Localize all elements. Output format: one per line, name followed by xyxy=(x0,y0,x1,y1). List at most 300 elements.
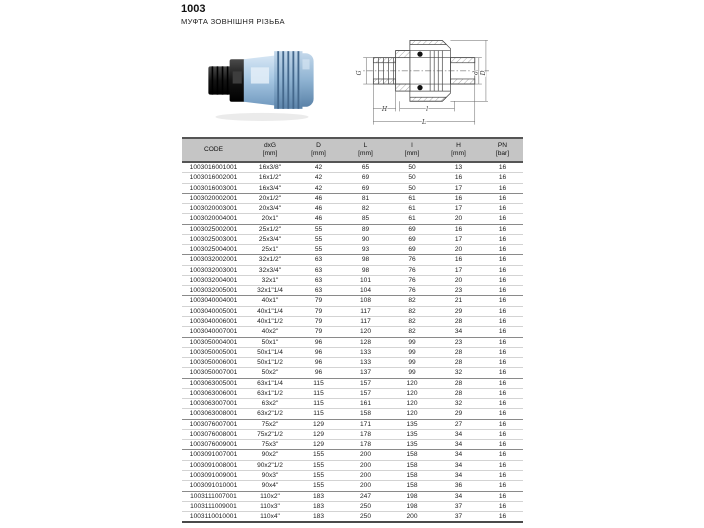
table-cell: 55 xyxy=(295,234,342,244)
table-cell: 135 xyxy=(389,440,435,450)
table-cell: 16 xyxy=(482,214,523,224)
table-cell: 69 xyxy=(342,183,389,193)
table-cell: 34 xyxy=(435,450,482,460)
table-cell: 158 xyxy=(389,450,435,460)
table-cell: 82 xyxy=(389,296,435,306)
page-title: МУФТА ЗОВНІШНЯ РІЗЬБА xyxy=(181,17,285,26)
column-header: D [mm] xyxy=(295,138,342,162)
table-cell: 32x1/2" xyxy=(245,255,295,265)
table-cell: 42 xyxy=(295,162,342,173)
table-cell: 50x1"1/2 xyxy=(245,358,295,368)
table-row xyxy=(182,460,523,470)
table-cell: 16 xyxy=(482,358,523,368)
table-cell: 76 xyxy=(389,286,435,296)
table-cell: 63x2"1/2 xyxy=(245,409,295,419)
table-cell: 16 xyxy=(482,275,523,285)
spec-table-header xyxy=(182,138,523,162)
table-cell: 1003050004001 xyxy=(182,337,245,347)
table-cell: 16 xyxy=(482,440,523,450)
table-cell: 1003063005001 xyxy=(182,378,245,388)
table-cell: 1003063007001 xyxy=(182,399,245,409)
table-row xyxy=(182,204,523,214)
table-cell: 110x2" xyxy=(245,491,295,501)
table-cell: 1003076009001 xyxy=(182,440,245,450)
table-row xyxy=(182,255,523,265)
table-row xyxy=(182,368,523,378)
table-row xyxy=(182,306,523,316)
table-cell: 108 xyxy=(342,296,389,306)
table-cell: 16 xyxy=(482,173,523,183)
table-cell: 69 xyxy=(389,224,435,234)
table-cell: 129 xyxy=(295,419,342,429)
table-cell: 115 xyxy=(295,399,342,409)
table-row xyxy=(182,245,523,255)
collar-highlight xyxy=(233,71,242,83)
table-cell: 16x1/2" xyxy=(245,173,295,183)
table-row xyxy=(182,450,523,460)
table-cell: 16 xyxy=(435,224,482,234)
oring-bottom xyxy=(417,85,422,90)
table-cell: 46 xyxy=(295,193,342,203)
table-cell: 46 xyxy=(295,204,342,214)
table-cell: 50 xyxy=(389,183,435,193)
table-cell: 1003040007001 xyxy=(182,327,245,337)
table-cell: 61 xyxy=(389,214,435,224)
table-cell: 157 xyxy=(342,388,389,398)
table-cell: 120 xyxy=(389,409,435,419)
table-cell: 16 xyxy=(435,255,482,265)
dim-label-D: D xyxy=(479,70,487,76)
table-row xyxy=(182,327,523,337)
table-cell: 82 xyxy=(342,204,389,214)
table-cell: 27 xyxy=(435,419,482,429)
table-cell: 20 xyxy=(435,214,482,224)
table-cell: 90 xyxy=(342,234,389,244)
table-cell: 247 xyxy=(342,491,389,501)
table-cell: 63x1"1/4 xyxy=(245,378,295,388)
table-cell: 133 xyxy=(342,358,389,368)
table-cell: 178 xyxy=(342,429,389,439)
table-cell: 16 xyxy=(482,368,523,378)
table-cell: 133 xyxy=(342,347,389,357)
dim-label-G: G xyxy=(356,70,364,76)
table-cell: 50x1"1/4 xyxy=(245,347,295,357)
table-cell: 16 xyxy=(435,193,482,203)
table-cell: 13 xyxy=(435,162,482,173)
table-cell: 16 xyxy=(482,419,523,429)
table-cell: 34 xyxy=(435,440,482,450)
table-row xyxy=(182,234,523,244)
table-cell: 98 xyxy=(342,255,389,265)
table-cell: 1003032004001 xyxy=(182,275,245,285)
table-cell: 16 xyxy=(482,183,523,193)
table-row xyxy=(182,378,523,388)
table-cell: 1003032002001 xyxy=(182,255,245,265)
table-cell: 115 xyxy=(295,388,342,398)
table-cell: 16 xyxy=(482,399,523,409)
table-cell: 155 xyxy=(295,460,342,470)
table-cell: 29 xyxy=(435,409,482,419)
table-cell: 82 xyxy=(389,316,435,326)
table-cell: 1003025003001 xyxy=(182,234,245,244)
table-cell: 40x1" xyxy=(245,296,295,306)
spec-table-body xyxy=(182,162,523,522)
table-row xyxy=(182,501,523,511)
table-cell: 50x1" xyxy=(245,337,295,347)
table-row xyxy=(182,183,523,193)
table-cell: 75x2" xyxy=(245,419,295,429)
table-cell: 63 xyxy=(295,265,342,275)
table-cell: 23 xyxy=(435,286,482,296)
table-cell: 28 xyxy=(435,316,482,326)
table-cell: 1003110010001 xyxy=(182,512,245,523)
table-cell: 117 xyxy=(342,306,389,316)
table-cell: 1003016002001 xyxy=(182,173,245,183)
table-cell: 135 xyxy=(389,429,435,439)
table-cell: 1003020002001 xyxy=(182,193,245,203)
table-cell: 37 xyxy=(435,512,482,523)
table-cell: 37 xyxy=(435,501,482,511)
table-cell: 16x3/4" xyxy=(245,183,295,193)
table-cell: 1003091008001 xyxy=(182,460,245,470)
table-cell: 1003063006001 xyxy=(182,388,245,398)
column-header: CODE xyxy=(182,138,245,162)
table-cell: 1003032005001 xyxy=(182,286,245,296)
table-cell: 16 xyxy=(482,162,523,173)
technical-drawing xyxy=(349,26,491,136)
table-cell: 129 xyxy=(295,440,342,450)
table-cell: 155 xyxy=(295,470,342,480)
table-row xyxy=(182,224,523,234)
table-cell: 157 xyxy=(342,378,389,388)
table-cell: 20x1/2" xyxy=(245,193,295,203)
table-cell: 198 xyxy=(389,501,435,511)
table-cell: 79 xyxy=(295,316,342,326)
table-row xyxy=(182,481,523,491)
table-row xyxy=(182,316,523,326)
table-cell: 137 xyxy=(342,368,389,378)
table-cell: 79 xyxy=(295,327,342,337)
table-cell: 16 xyxy=(482,306,523,316)
table-cell: 96 xyxy=(295,358,342,368)
table-cell: 90x3" xyxy=(245,470,295,480)
table-cell: 76 xyxy=(389,265,435,275)
table-cell: 99 xyxy=(389,358,435,368)
table-cell: 90x4" xyxy=(245,481,295,491)
table-cell: 155 xyxy=(295,450,342,460)
page-code: 1003 xyxy=(181,3,206,15)
table-cell: 69 xyxy=(389,234,435,244)
table-cell: 28 xyxy=(435,388,482,398)
table-cell: 89 xyxy=(342,224,389,234)
table-cell: 250 xyxy=(342,501,389,511)
table-cell: 115 xyxy=(295,378,342,388)
table-cell: 16 xyxy=(482,234,523,244)
table-cell: 42 xyxy=(295,183,342,193)
table-cell: 98 xyxy=(342,265,389,275)
table-cell: 32 xyxy=(435,368,482,378)
table-cell: 158 xyxy=(389,481,435,491)
table-cell: 32x1" xyxy=(245,275,295,285)
table-cell: 79 xyxy=(295,306,342,316)
table-cell: 20 xyxy=(435,275,482,285)
table-row xyxy=(182,162,523,173)
column-header: l [mm] xyxy=(389,138,435,162)
table-cell: 1003091009001 xyxy=(182,470,245,480)
table-cell: 120 xyxy=(389,388,435,398)
table-cell: 61 xyxy=(389,204,435,214)
header-row xyxy=(182,138,523,162)
table-cell: 120 xyxy=(389,378,435,388)
table-row xyxy=(182,419,523,429)
table-cell: 16 xyxy=(482,491,523,501)
table-cell: 135 xyxy=(389,419,435,429)
table-cell: 16 xyxy=(435,173,482,183)
table-cell: 1003050005001 xyxy=(182,347,245,357)
table-cell: 16 xyxy=(482,286,523,296)
table-cell: 161 xyxy=(342,399,389,409)
table-cell: 16 xyxy=(482,265,523,275)
table-cell: 96 xyxy=(295,337,342,347)
table-cell: 16 xyxy=(482,388,523,398)
table-cell: 171 xyxy=(342,419,389,429)
table-cell: 21 xyxy=(435,296,482,306)
oring-top xyxy=(417,51,422,56)
table-cell: 183 xyxy=(295,501,342,511)
table-cell: 99 xyxy=(389,337,435,347)
table-row xyxy=(182,347,523,357)
table-cell: 200 xyxy=(342,450,389,460)
table-cell: 16 xyxy=(482,450,523,460)
table-cell: 115 xyxy=(295,409,342,419)
table-cell: 183 xyxy=(295,491,342,501)
table-row xyxy=(182,358,523,368)
table-cell: 200 xyxy=(342,481,389,491)
table-cell: 20x1" xyxy=(245,214,295,224)
table-cell: 120 xyxy=(389,399,435,409)
table-cell: 32 xyxy=(435,399,482,409)
table-cell: 34 xyxy=(435,429,482,439)
table-cell: 28 xyxy=(435,358,482,368)
table-cell: 16 xyxy=(482,481,523,491)
photo-shadow xyxy=(215,113,308,121)
table-row xyxy=(182,193,523,203)
table-cell: 104 xyxy=(342,286,389,296)
table-cell: 17 xyxy=(435,204,482,214)
technical-drawing-graphic xyxy=(349,26,491,136)
table-cell: 32x1"1/4 xyxy=(245,286,295,296)
dim-label-l: l xyxy=(426,105,429,113)
table-cell: 55 xyxy=(295,224,342,234)
column-header: L [mm] xyxy=(342,138,389,162)
table-cell: 40x1"1/4 xyxy=(245,306,295,316)
table-row xyxy=(182,409,523,419)
body-highlight xyxy=(251,67,269,83)
table-cell: 63 xyxy=(295,286,342,296)
table-cell: 28 xyxy=(435,347,482,357)
table-cell: 1003076007001 xyxy=(182,419,245,429)
table-cell: 76 xyxy=(389,255,435,265)
table-row xyxy=(182,296,523,306)
table-cell: 16 xyxy=(482,193,523,203)
table-row xyxy=(182,265,523,275)
table-cell: 1003063008001 xyxy=(182,409,245,419)
table-row xyxy=(182,470,523,480)
table-cell: 34 xyxy=(435,470,482,480)
table-cell: 34 xyxy=(435,327,482,337)
table-cell: 40x2" xyxy=(245,327,295,337)
table-cell: 65 xyxy=(342,162,389,173)
table-cell: 34 xyxy=(435,460,482,470)
cap-highlight xyxy=(302,59,309,69)
table-cell: 96 xyxy=(295,347,342,357)
table-cell: 29 xyxy=(435,306,482,316)
table-cell: 200 xyxy=(389,512,435,523)
table-cell: 16 xyxy=(482,224,523,234)
column-header: dxG [mm] xyxy=(245,138,295,162)
table-cell: 128 xyxy=(342,337,389,347)
table-cell: 16 xyxy=(482,337,523,347)
table-cell: 75x3" xyxy=(245,440,295,450)
column-header: PN [bar] xyxy=(482,138,523,162)
product-photo-graphic xyxy=(206,37,318,123)
table-cell: 110x3" xyxy=(245,501,295,511)
table-cell: 158 xyxy=(389,460,435,470)
table-cell: 110x4" xyxy=(245,512,295,523)
table-cell: 16x3/8" xyxy=(245,162,295,173)
table-cell: 1003040006001 xyxy=(182,316,245,326)
table-cell: 63x1"1/2 xyxy=(245,388,295,398)
table-row xyxy=(182,440,523,450)
table-cell: 16 xyxy=(482,204,523,214)
table-cell: 99 xyxy=(389,368,435,378)
table-cell: 50 xyxy=(389,173,435,183)
table-cell: 25x1/2" xyxy=(245,224,295,234)
table-cell: 200 xyxy=(342,470,389,480)
table-cell: 55 xyxy=(295,245,342,255)
table-cell: 75x2"1/2 xyxy=(245,429,295,439)
table-cell: 99 xyxy=(389,347,435,357)
table-cell: 63 xyxy=(295,275,342,285)
table-cell: 20x3/4" xyxy=(245,204,295,214)
table-cell: 40x1"1/2 xyxy=(245,316,295,326)
table-cell: 129 xyxy=(295,429,342,439)
table-cell: 1003025002001 xyxy=(182,224,245,234)
table-cell: 93 xyxy=(342,245,389,255)
table-cell: 16 xyxy=(482,429,523,439)
table-cell: 16 xyxy=(482,296,523,306)
table-row xyxy=(182,275,523,285)
table-cell: 1003025004001 xyxy=(182,245,245,255)
table-cell: 200 xyxy=(342,460,389,470)
table-row xyxy=(182,214,523,224)
table-cell: 158 xyxy=(342,409,389,419)
table-cell: 79 xyxy=(295,296,342,306)
table-cell: 36 xyxy=(435,481,482,491)
table-cell: 1003076008001 xyxy=(182,429,245,439)
table-cell: 1003040004001 xyxy=(182,296,245,306)
table-cell: 96 xyxy=(295,368,342,378)
table-cell: 90x2"1/2 xyxy=(245,460,295,470)
table-cell: 178 xyxy=(342,440,389,450)
table-cell: 158 xyxy=(389,470,435,480)
table-row xyxy=(182,429,523,439)
table-cell: 117 xyxy=(342,316,389,326)
dim-label-d: d xyxy=(472,70,480,75)
table-cell: 17 xyxy=(435,183,482,193)
table-cell: 16 xyxy=(482,409,523,419)
table-cell: 101 xyxy=(342,275,389,285)
table-cell: 81 xyxy=(342,193,389,203)
table-cell: 17 xyxy=(435,265,482,275)
table-cell: 63x2" xyxy=(245,399,295,409)
table-cell: 25x1" xyxy=(245,245,295,255)
table-cell: 28 xyxy=(435,378,482,388)
table-cell: 1003016001001 xyxy=(182,162,245,173)
table-cell: 183 xyxy=(295,512,342,523)
table-cell: 34 xyxy=(435,491,482,501)
table-cell: 16 xyxy=(482,347,523,357)
dim-label-H: H xyxy=(381,105,388,113)
table-cell: 25x3/4" xyxy=(245,234,295,244)
table-cell: 120 xyxy=(342,327,389,337)
table-row xyxy=(182,286,523,296)
table-cell: 16 xyxy=(482,255,523,265)
table-cell: 1003032003001 xyxy=(182,265,245,275)
table-cell: 1003020003001 xyxy=(182,204,245,214)
table-cell: 16 xyxy=(482,316,523,326)
table-cell: 69 xyxy=(342,173,389,183)
table-cell: 42 xyxy=(295,173,342,183)
table-cell: 32x3/4" xyxy=(245,265,295,275)
table-cell: 76 xyxy=(389,275,435,285)
table-row xyxy=(182,491,523,501)
table-cell: 16 xyxy=(482,245,523,255)
table-cell: 1003020004001 xyxy=(182,214,245,224)
table-cell: 1003016003001 xyxy=(182,183,245,193)
table-cell: 61 xyxy=(389,193,435,203)
table-cell: 1003111007001 xyxy=(182,491,245,501)
table-cell: 1003050007001 xyxy=(182,368,245,378)
table-cell: 1003111009001 xyxy=(182,501,245,511)
table-cell: 1003091007001 xyxy=(182,450,245,460)
table-cell: 17 xyxy=(435,234,482,244)
table-cell: 16 xyxy=(482,470,523,480)
table-cell: 250 xyxy=(342,512,389,523)
table-cell: 20 xyxy=(435,245,482,255)
table-cell: 16 xyxy=(482,378,523,388)
product-photo xyxy=(206,37,318,123)
table-row xyxy=(182,512,523,523)
table-cell: 16 xyxy=(482,512,523,523)
table-cell: 85 xyxy=(342,214,389,224)
table-cell: 82 xyxy=(389,327,435,337)
column-header: H [mm] xyxy=(435,138,482,162)
table-cell: 50x2" xyxy=(245,368,295,378)
table-cell: 16 xyxy=(482,460,523,470)
dim-label-L: L xyxy=(422,119,427,127)
table-cell: 16 xyxy=(482,327,523,337)
table-cell: 82 xyxy=(389,306,435,316)
table-cell: 1003040005001 xyxy=(182,306,245,316)
table-cell: 63 xyxy=(295,255,342,265)
table-cell: 69 xyxy=(389,245,435,255)
table-cell: 1003091010001 xyxy=(182,481,245,491)
table-cell: 16 xyxy=(482,501,523,511)
table-cell: 23 xyxy=(435,337,482,347)
table-cell: 198 xyxy=(389,491,435,501)
table-cell: 90x2" xyxy=(245,450,295,460)
